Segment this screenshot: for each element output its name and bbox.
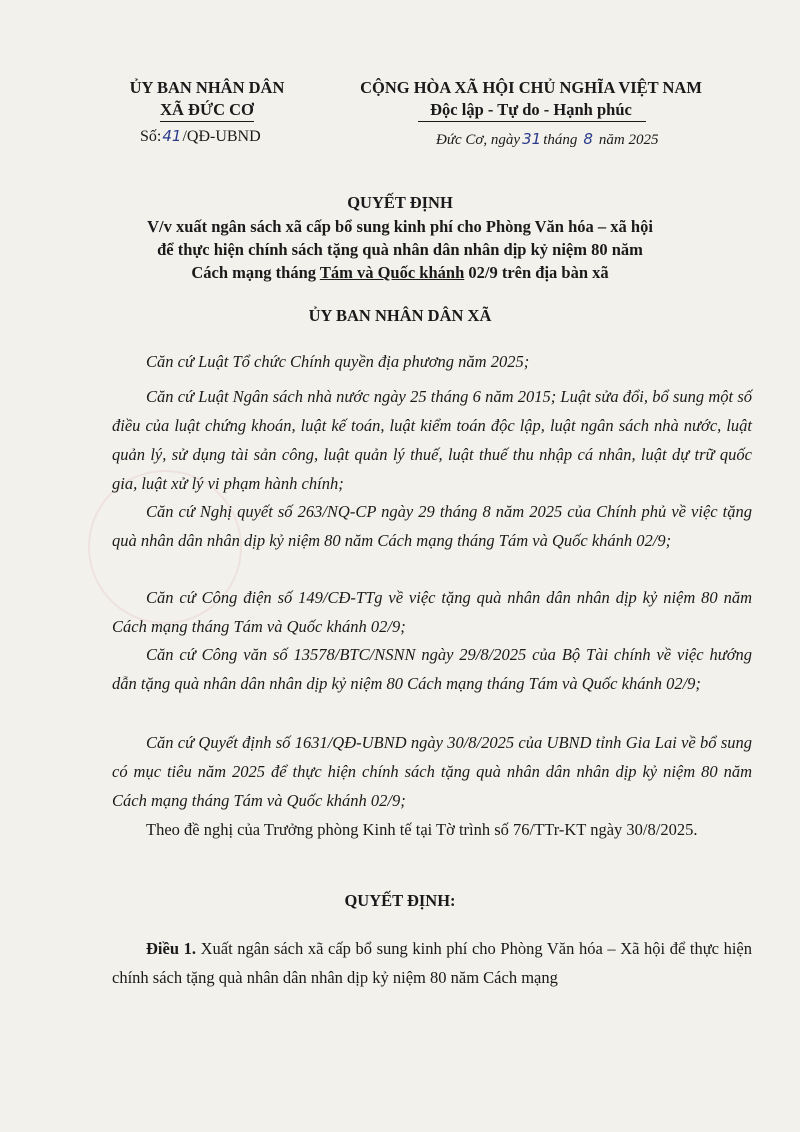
number-prefix: Số: bbox=[140, 128, 162, 145]
decision-heading: QUYẾT ĐỊNH: bbox=[344, 891, 456, 910]
number-handwritten: 41 bbox=[162, 127, 182, 145]
article-1 bbox=[112, 934, 752, 992]
document-type-heading: QUYẾT ĐỊNH bbox=[347, 193, 453, 212]
date-prefix: Đức Cơ, ngày bbox=[436, 132, 521, 148]
national-title: CỘNG HÒA XÃ HỘI CHỦ NGHĨA VIỆT NAM bbox=[360, 78, 702, 97]
basis-paragraph: Căn cứ Nghị quyết số 263/NQ-CP ngày 29 tháng 8 năm 2025 của Chính phủ về việc tặng quà nhân dân nhân dịp kỷ niệm 80 năm Cách mạng tháng Tám và Quốc khánh 02/9; bbox=[112, 502, 752, 550]
basis-paragraph: Căn cứ Luật Ngân sách nhà nước ngày 25 tháng 6 năm 2015; Luật sửa đổi, bổ sung một số điều của luật chứng khoán, luật kế toán, luật kiểm toán độc lập, luật ngân sách nhà nước, luật quản lý, sử dụng tài sản công, luật quản lý thuế, luật thuế thu nhập cá nhân, luật dự trữ quốc gia, luật xử lý vi phạm hành chính; bbox=[112, 387, 752, 493]
date-day: 31 bbox=[522, 130, 542, 148]
article-1-label: Điều 1. bbox=[146, 939, 196, 958]
issuer-underline bbox=[160, 121, 254, 122]
issuer-name: ỦY BAN NHÂN DÂN bbox=[129, 78, 285, 97]
proposal-paragraph: Theo đề nghị của Trưởng phòng Kinh tế tại Tờ trình số 76/TTr-KT ngày 30/8/2025. bbox=[146, 820, 698, 839]
authority-heading: ỦY BAN NHÂN DÂN XÃ bbox=[308, 306, 492, 325]
subject-line-3-part-b: Tám và Quốc khánh bbox=[319, 263, 465, 282]
issue-date bbox=[436, 130, 659, 149]
date-year: năm 2025 bbox=[598, 132, 659, 148]
motto-underline bbox=[418, 121, 646, 122]
subject-line-2: để thực hiện chính sách tặng quà nhân dân nhân dịp kỷ niệm 80 năm bbox=[157, 240, 643, 259]
issuer-commune: XÃ ĐỨC CƠ bbox=[160, 100, 254, 119]
basis-paragraph: Căn cứ Quyết định số 1631/QĐ-UBND ngày 30/8/2025 của UBND tỉnh Gia Lai về bổ sung có mục tiêu năm 2025 để thực hiện chính sách tặng quà nhân dân nhân dịp kỷ niệm 80 năm Cách mạng tháng Tám và Quốc khánh 02/9; bbox=[112, 733, 752, 810]
basis-paragraph: Căn cứ Công điện số 149/CĐ-TTg về việc tặng quà nhân dân nhân dịp kỷ niệm 80 năm Cách mạng tháng Tám và Quốc khánh 02/9; bbox=[112, 588, 752, 636]
article-1-text: Xuất ngân sách xã cấp bổ sung kinh phí cho Phòng Văn hóa – Xã hội để thực hiện chính sách tặng quà nhân dân nhân dịp kỷ niệm 80 năm Cách mạng bbox=[112, 939, 753, 987]
basis-paragraph: Căn cứ Luật Tổ chức Chính quyền địa phương năm 2025; bbox=[146, 352, 530, 371]
date-month-label: tháng bbox=[543, 132, 578, 148]
document-number bbox=[140, 127, 261, 146]
number-suffix: /QĐ-UBND bbox=[182, 128, 261, 145]
subject-line-3-part-a: Cách mạng tháng bbox=[191, 263, 320, 282]
subject-line-1: V/v xuất ngân sách xã cấp bổ sung kinh phí cho Phòng Văn hóa – xã hội bbox=[147, 217, 653, 236]
date-month: 8 bbox=[583, 130, 593, 148]
subject-line-3 bbox=[0, 263, 800, 283]
subject-line-3-part-c: 02/9 trên địa bàn xã bbox=[464, 263, 609, 282]
national-motto: Độc lập - Tự do - Hạnh phúc bbox=[430, 100, 632, 119]
basis-paragraph: Căn cứ Công văn số 13578/BTC/NSNN ngày 29/8/2025 của Bộ Tài chính về việc hướng dẫn tặng quà nhân dân nhân dịp kỷ niệm 80 Cách mạng tháng Tám và Quốc khánh 02/9; bbox=[112, 645, 752, 693]
